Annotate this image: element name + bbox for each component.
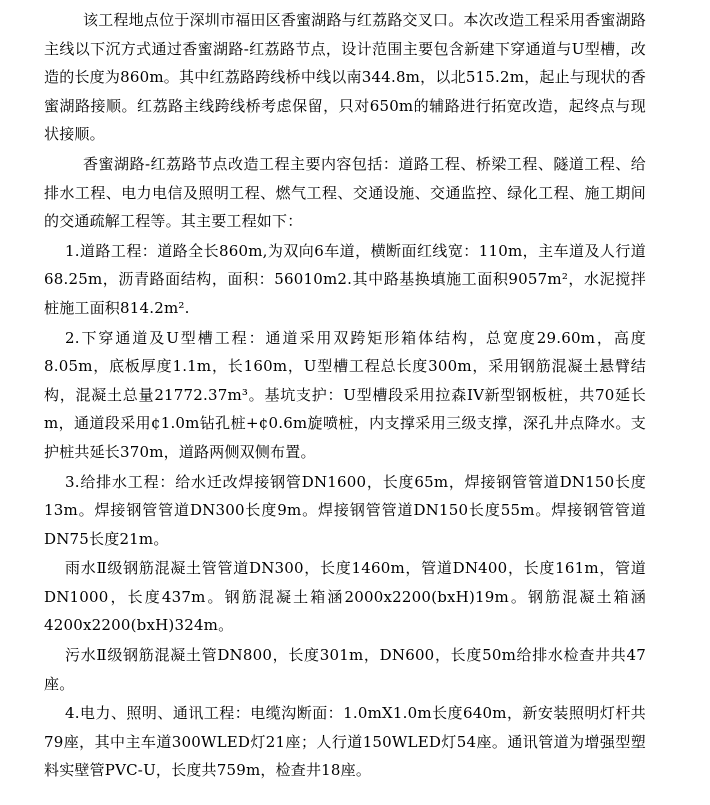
sewage-paragraph: 污水Ⅱ级钢筋混凝土管DN800，长度301m，DN600，长度50m给排水检查井共47座。 xyxy=(44,646,646,693)
road-works-paragraph: 1.道路工程：道路全长860m,为双向6车道，横断面红线宽：110m，主车道及人行道68.25m，沥青路面结构，面积：56010m2.其中路基换填施工面积9057m²，水泥搅拌桩施工面积814.2m². xyxy=(44,241,647,317)
intro-paragraph: 该工程地点位于深圳市福田区香蜜湖路与红荔路交叉口。本次改造工程采用香蜜湖路主线以下沉方式通过香蜜湖路-红荔路节点，设计范围主要包含新建下穿通道与U型槽，改造的长度为860m。其中红荔路跨线桥中线以南344.8m，以北515.2m，起止与现状的香蜜湖路接顺。红荔路主线跨线桥考虑保留，只对650m的辅路进行拓宽改造，起终点与现状接顺。 xyxy=(44,11,646,144)
document-page xyxy=(44,6,646,785)
power-lighting-telecom-paragraph: 4.电力、照明、通讯工程：电缆沟断面：1.0mX1.0m长度640m，新安装照明灯杆共79座，其中主车道300WLED灯21座；人行道150WLED灯54座。通讯管道为增强型塑料实壁管PVC-U，长度共759m，检查井18座。 xyxy=(44,704,646,780)
underpass-works-paragraph: 2.下穿通道及U型槽工程：通道采用双跨矩形箱体结构，总宽度29.60m，高度8.05m，底板厚度1.1m，长160m，U型槽工程总长度300m，采用钢筋混凝土悬臂结构，混凝土总量21772.37m³。基坑支护：U型槽段采用拉森IV新型钢板桩，共70延长m，通道段采用¢1.0m钻孔桩+¢0.6m旋喷桩，内支撑采用三级支撑，深孔井点降水。支护桩共延长370m，道路两侧双侧布置。 xyxy=(44,328,646,461)
scope-paragraph: 香蜜湖路-红荔路节点改造工程主要内容包括：道路工程、桥梁工程、隧道工程、给排水工程、电力电信及照明工程、燃气工程、交通设施、交通监控、绿化工程、施工期间的交通疏解工程等。其主要工程如下： xyxy=(44,154,646,231)
stormwater-paragraph: 雨水Ⅱ级钢筋混凝土管管道DN300，长度1460m，管道DN400，长度161m，管道DN1000，长度437m。钢筋混凝土箱涵2000x2200(bxH)19m。钢筋混凝土箱涵4200x2200(bxH)324m。 xyxy=(44,559,646,635)
water-supply-paragraph: 3.给排水工程：给水迁改焊接钢管DN1600，长度65m，焊接钢管管道DN150长度13m。焊接钢管管道DN300长度9m。焊接钢管管道DN150长度55m。焊接钢管管道DN75长度21m。 xyxy=(44,472,646,548)
